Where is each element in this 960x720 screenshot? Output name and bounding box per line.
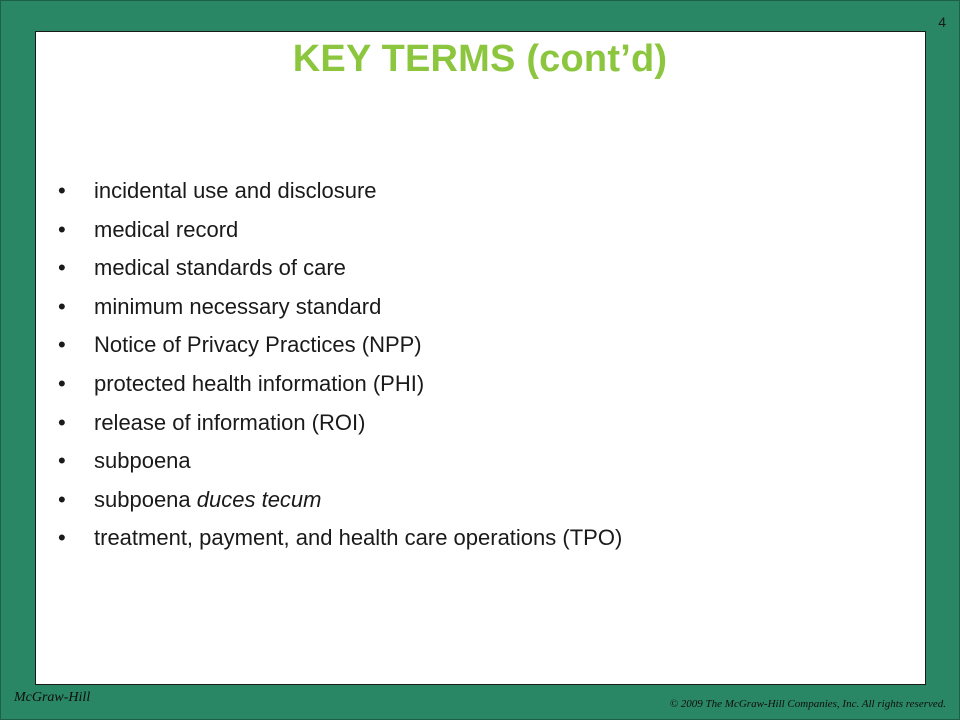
term-text: minimum necessary standard: [94, 293, 382, 319]
term-text: subpoena: [94, 486, 197, 512]
term-text: incidental use and disclosure: [94, 178, 377, 203]
bullet-icon: •: [58, 448, 66, 474]
list-item: [58, 519, 622, 558]
list-item: [58, 442, 622, 481]
publisher-logo-text: McGraw-Hill: [14, 690, 91, 705]
list-item: [58, 288, 622, 327]
bullet-icon: •: [58, 293, 66, 319]
list-item: [58, 326, 622, 365]
bullet-icon: •: [58, 525, 66, 551]
list-item: [58, 481, 622, 520]
page-number: 4: [938, 14, 946, 30]
term-text: medical record: [94, 216, 239, 242]
term-text: subpoena: [94, 448, 191, 474]
bullet-icon: •: [58, 370, 66, 396]
term-text: medical standards of care: [94, 255, 346, 281]
term-text: protected health information (PHI): [94, 370, 425, 396]
list-item: [58, 365, 622, 404]
list-item: [58, 172, 622, 211]
bullet-icon: •: [58, 178, 66, 203]
copyright-notice: © 2009 The McGraw-Hill Companies, Inc. All rights reserved.: [669, 698, 946, 710]
term-text: treatment, payment, and health care operations (TPO): [94, 525, 623, 551]
list-item: [58, 404, 622, 443]
bullet-icon: •: [58, 409, 66, 435]
list-item: [58, 211, 622, 250]
slide-title: KEY TERMS (cont’d): [292, 38, 668, 80]
term-text-italic: duces tecum: [196, 486, 322, 512]
key-terms-list: [58, 172, 622, 558]
term-text: Notice of Privacy Practices (NPP): [94, 332, 422, 358]
bullet-icon: •: [58, 216, 66, 242]
list-item: [58, 249, 622, 288]
term-text: release of information (ROI): [94, 409, 366, 435]
bullet-icon: •: [58, 486, 66, 512]
bullet-icon: •: [58, 332, 66, 358]
bullet-icon: •: [58, 255, 66, 281]
